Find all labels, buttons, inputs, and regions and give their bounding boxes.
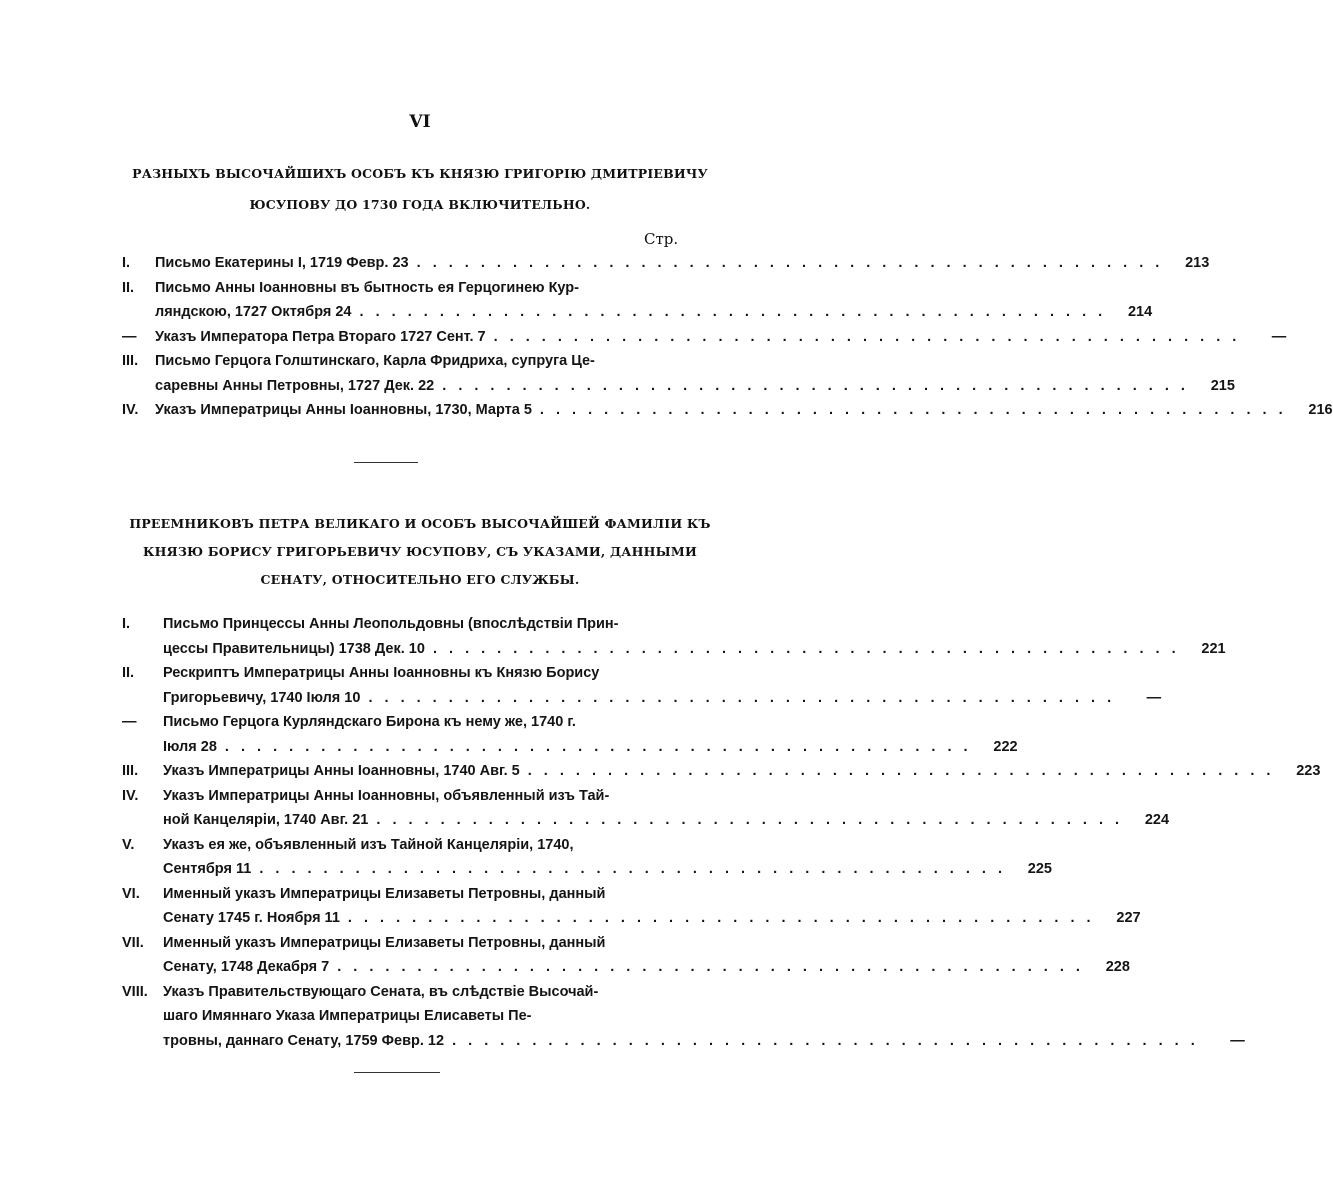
entry-title-line: Письмо Принцессы Анны Леопольдовны (впослѣдствіи Прин-: [163, 616, 619, 632]
entry-title: [155, 251, 1209, 276]
entry-page: 214: [1127, 304, 1153, 320]
entry-title-line: Сенату 1745 г. Ноября 11 . . .: [163, 906, 1095, 931]
page-number: VI: [409, 112, 431, 132]
entry-page: 222: [993, 738, 1018, 755]
entry-title: [163, 661, 1161, 710]
entry-title: [155, 325, 1286, 350]
entry-title: [163, 980, 1245, 1054]
section2-heading-line: СЕНАТУ, ОТНОСИТЕЛЬНО ЕГО СЛУЖБЫ.: [260, 572, 580, 587]
toc-entry: [122, 759, 1321, 784]
entry-title: [163, 882, 1141, 931]
entry-page: —: [1146, 689, 1162, 706]
entry-title: [155, 276, 1152, 325]
entry-number: VIII.: [122, 983, 148, 1000]
toc-entry: [122, 612, 1226, 661]
entry-title-line: цессы Правительницы) 1738 Дек. 10 . . .: [163, 637, 1180, 662]
entry-page: 224: [1144, 812, 1170, 828]
entry-title-line: Сентября 11 . . .: [163, 857, 1006, 882]
entry-title: [163, 710, 1018, 759]
entry-title-line: ляндскою, 1727 Октября 24 . . .: [155, 300, 1106, 325]
toc-entry: [122, 349, 1235, 398]
entry-title: [155, 398, 1333, 423]
entry-title-line: Указъ Императрицы Анны Іоанновны, объявленный изъ Тай-: [163, 787, 610, 804]
entry-number: VII.: [122, 934, 144, 951]
entry-number: III.: [122, 763, 139, 779]
entry-page: —: [1230, 1032, 1245, 1049]
entry-title-line: саревны Анны Петровны, 1727 Дек. 22 . . .: [155, 374, 1189, 399]
entry-page: 215: [1210, 377, 1235, 394]
section1-heading-line: РАЗНЫХЪ ВЫСОЧАЙШИХЪ ОСОБЪ КЪ КНЯЗЮ ГРИГОРІЮ ДМИТРІЕВИЧУ: [132, 166, 708, 181]
entry-title: [163, 833, 1052, 882]
entry-title-line: Письмо Герцога Голштинскаго, Карла Фридриха, супруга Це-: [155, 353, 595, 369]
entry-page: 223: [1296, 763, 1321, 779]
entry-title-line: Именный указъ Императрицы Елизаветы Петровны, данный: [163, 934, 606, 951]
entry-page: 221: [1201, 640, 1226, 657]
entry-title: [163, 759, 1320, 784]
toc-entry: [122, 980, 1245, 1054]
toc-entry: [122, 661, 1162, 710]
entry-number: III.: [122, 353, 139, 369]
section2-heading: [0, 510, 840, 594]
toc-entry: [122, 251, 1210, 276]
entry-title-line: Именный указъ Императрицы Елизаветы Петровны, данный: [163, 885, 606, 902]
entry-page: 216: [1308, 402, 1333, 418]
entry-number: II.: [122, 279, 135, 296]
entry-title-line: Письмо Екатерины I, 1719 Февр. 23 . . .: [155, 251, 1163, 276]
entry-page: 213: [1185, 255, 1210, 271]
section2-heading-line: КНЯЗЮ БОРИСУ ГРИГОРЬЕВИЧУ ЮСУПОВУ, СЪ УКАЗАМИ, ДАННЫМИ: [143, 544, 697, 559]
entry-number: IV.: [122, 787, 139, 804]
toc-entry: [122, 276, 1153, 325]
entry-title-line: шаго Имяннаго Указа Императрицы Елисаветы Пе-: [163, 1008, 532, 1024]
entry-title-line: Письмо Герцога Курляндскаго Бирона къ нему же, 1740 г.: [163, 714, 576, 730]
entry-title: [163, 612, 1226, 661]
entry-page: 225: [1027, 861, 1052, 877]
toc-entry: [122, 833, 1052, 882]
entry-title-line: Рескриптъ Императрицы Анны Іоанновны къ Князю Борису: [163, 665, 600, 681]
entry-title-line: Указъ Правительствующаго Сената, въ слѣдствіе Высочай-: [163, 983, 599, 1000]
toc-entry: [122, 325, 1287, 350]
section1-heading: [0, 158, 840, 220]
entry-title-line: Указъ Императрицы Анны Іоанновны, 1740 Авг. 5 . . .: [163, 759, 1274, 784]
toc-entry: [122, 882, 1141, 931]
section2-heading-line: ПРЕЕМНИКОВЪ ПЕТРА ВЕЛИКАГО И ОСОБЪ ВЫСОЧАЙШЕЙ ФАМИЛІИ КЪ: [129, 516, 711, 531]
entry-title-line: Сенату, 1748 Декабря 7 . . .: [163, 955, 1084, 980]
entry-title-line: Указъ ея же, объявленный изъ Тайной Канцеляріи, 1740,: [163, 836, 574, 853]
section1-entries: [122, 251, 1333, 423]
section1-heading-line: ЮСУПОВУ ДО 1730 ГОДА ВКЛЮЧИТЕЛЬНО.: [249, 197, 591, 212]
entry-number: VI.: [122, 885, 140, 902]
toc-entry: [122, 784, 1170, 833]
toc-entry: [122, 710, 1018, 759]
entry-title: [163, 931, 1130, 980]
entry-title-line: тровны, даннаго Сенату, 1759 Февр. 12 . . .: [163, 1029, 1199, 1054]
entry-number: —: [122, 714, 137, 730]
entry-page: 227: [1116, 910, 1141, 926]
entry-title: [163, 784, 1169, 833]
page-column-header: Стр.: [644, 230, 679, 248]
section2-entries: [122, 612, 1321, 1053]
entry-number: I.: [122, 255, 131, 271]
entry-number: IV.: [122, 402, 139, 418]
entry-title-line: Указъ Императрицы Анны Іоанновны, 1730, Марта 5 . . .: [155, 398, 1287, 423]
entry-number: V.: [122, 836, 135, 853]
divider-rule: [354, 462, 418, 463]
entry-title-line: Григорьевичу, 1740 Іюля 10 . . .: [163, 686, 1115, 711]
entry-number: I.: [122, 616, 131, 632]
end-rule: [354, 1072, 440, 1073]
toc-entry: [122, 398, 1333, 423]
toc-entry: [122, 931, 1130, 980]
entry-title-line: Указъ Императора Петра Втораго 1727 Сент. 7 . . .: [155, 325, 1240, 350]
entry-number: II.: [122, 665, 135, 681]
entry-title: [155, 349, 1235, 398]
entry-title-line: Письмо Анны Іоанновны въ бытность ея Герцогинею Кур-: [155, 279, 579, 296]
entry-page: —: [1271, 328, 1287, 345]
entry-page: 228: [1105, 959, 1130, 975]
entry-title-line: Іюля 28 . . .: [163, 735, 972, 760]
entry-title-line: ной Канцеляріи, 1740 Авг. 21 . . .: [163, 808, 1123, 833]
entry-number: —: [122, 328, 137, 345]
